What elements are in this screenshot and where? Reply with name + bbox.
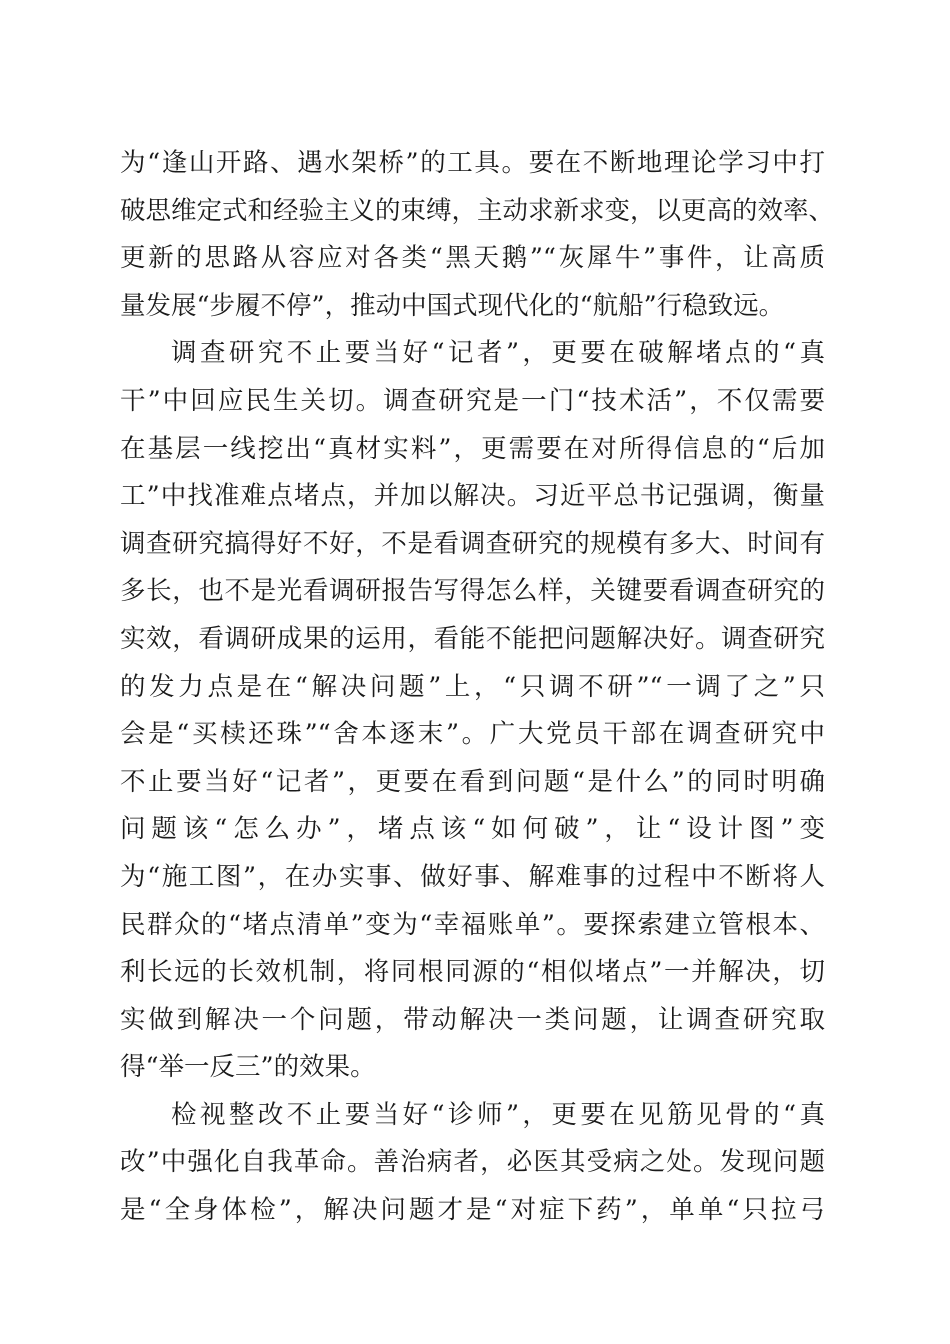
body-text [120,140,835,1235]
text-line: 在基层一线挖出“真材实料”，更需要在对所得信息的“后加 [120,433,825,464]
text-line: 量发展“步履不停”，推动中国式现代化的“航船”行稳致远。 [120,290,785,321]
text-line: 多长，也不是光看调研报告写得怎么样，关键要看调查研究的 [120,576,825,607]
text-line: 问题该“怎么办”，堵点该“如何破”，让“设计图”变 [120,814,825,845]
text-line: 实效，看调研成果的运用，看能不能把问题解决好。调查研究 [120,623,825,654]
text-line: 的发力点是在“解决问题”上，“只调不研”“一调了之”只 [120,671,825,702]
text-line: 更新的思路从容应对各类“黑天鹅”“灰犀牛”事件，让高质 [120,243,825,274]
text-line: 检视整改不止要当好“诊师”，更要在见筋见骨的“真 [171,1099,825,1130]
text-line: 调查研究搞得好不好，不是看调查研究的规模有多大、时间有 [120,528,825,559]
text-line: 调查研究不止要当好“记者”，更要在破解堵点的“真 [171,338,825,369]
text-line: 得“举一反三”的效果。 [120,1052,376,1083]
text-line: 会是“买椟还珠”“舍本逐末”。广大党员干部在调查研究中 [120,719,825,750]
text-line: 破思维定式和经验主义的束缚，主动求新求变，以更高的效率、 [120,195,835,226]
text-line: 改”中强化自我革命。善治病者，必医其受病之处。发现问题 [120,1147,825,1178]
text-line: 是“全身体检”，解决问题才是“对症下药”，单单“只拉弓 [120,1195,825,1226]
text-line: 实做到解决一个问题，带动解决一类问题，让调查研究取 [120,1004,825,1035]
text-line: 不止要当好“记者”，更要在看到问题“是什么”的同时明确 [120,766,825,797]
text-line: 干”中回应民生关切。调查研究是一门“技术活”，不仅需要 [120,385,825,416]
text-line: 利长远的长效机制，将同根同源的“相似堵点”一并解决，切 [120,957,825,988]
text-line: 为“施工图”，在办实事、做好事、解难事的过程中不断将人 [120,861,825,892]
text-line: 民群众的“堵点清单”变为“幸福账单”。要探索建立管根本、 [120,909,825,940]
text-line: 为“逢山开路、遇水架桥”的工具。要在不断地理论学习中打 [120,148,825,178]
text-line: 工”中找准难点堵点，并加以解决。习近平总书记强调，衡量 [120,481,825,512]
